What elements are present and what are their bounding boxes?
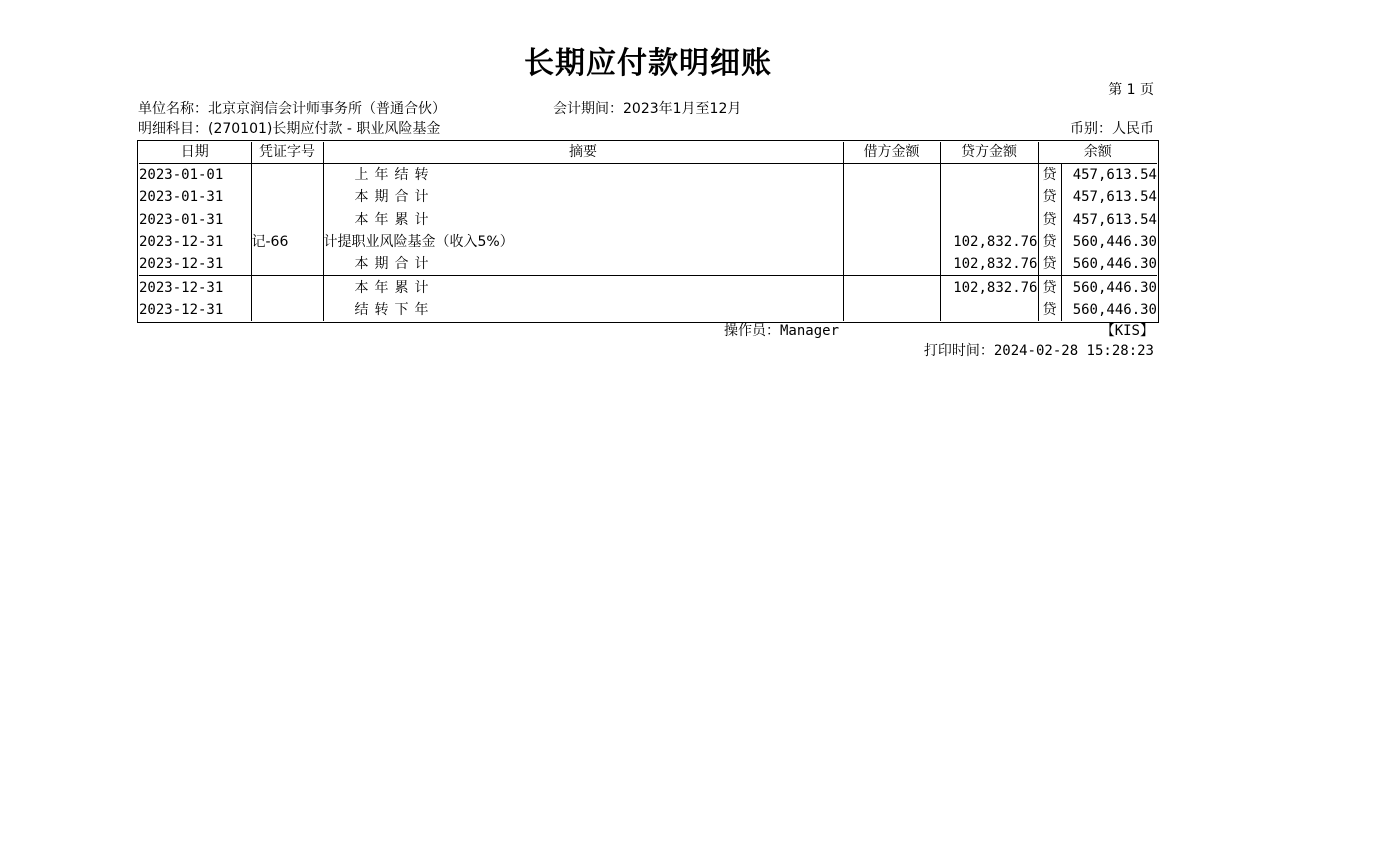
cell-direction: 贷 [1038,299,1061,321]
table-row [139,253,1157,276]
cell-summary: 计提职业风险基金（收入5%） [323,231,843,253]
cell-summary: 本年累计 [323,276,843,299]
cell-balance: 560,446.30 [1061,231,1157,253]
cell-date: 2023-01-31 [139,186,251,208]
unit-name: 单位名称：北京京润信会计师事务所（普通合伙） [138,101,446,117]
cell-summary: 本期合计 [323,186,843,208]
print-time: 打印时间：2024-02-28 15:28:23 [923,343,1154,359]
page-number: 第 1 页 [1108,82,1154,98]
table-row [139,164,1157,187]
cell-date: 2023-12-31 [139,299,251,321]
table-row [139,276,1157,299]
cell-balance: 457,613.54 [1061,186,1157,208]
cell-date: 2023-12-31 [139,253,251,276]
table-row [139,209,1157,231]
cell-summary: 本期合计 [323,253,843,276]
ledger-body [139,164,1157,322]
header-credit: 贷方金额 [940,142,1038,164]
cell-summary: 上年结转 [323,164,843,187]
cell-balance: 457,613.54 [1061,164,1157,187]
cell-voucher [251,186,323,208]
cell-voucher [251,164,323,187]
system-tag: 【KIS】 [1100,323,1154,339]
cell-direction: 贷 [1038,276,1061,299]
cell-summary: 本年累计 [323,209,843,231]
cell-direction: 贷 [1038,209,1061,231]
cell-summary: 结转下年 [323,299,843,321]
cell-debit [843,209,940,231]
cell-debit [843,186,940,208]
cell-balance: 560,446.30 [1061,299,1157,321]
cell-debit [843,231,940,253]
cell-credit [940,164,1038,187]
cell-credit [940,299,1038,321]
table-row [139,299,1157,321]
accounting-period: 会计期间：2023年1月至12月 [553,101,742,117]
cell-balance: 560,446.30 [1061,253,1157,276]
cell-voucher: 记-66 [251,231,323,253]
cell-debit [843,253,940,276]
cell-direction: 贷 [1038,231,1061,253]
detail-account: 明细科目：(270101)长期应付款 - 职业风险基金 [138,121,441,137]
header-balance: 余额 [1038,142,1157,164]
cell-voucher [251,253,323,276]
cell-date: 2023-01-31 [139,209,251,231]
cell-date: 2023-12-31 [139,276,251,299]
table-row [139,186,1157,208]
cell-voucher [251,209,323,231]
cell-balance: 457,613.54 [1061,209,1157,231]
cell-debit [843,164,940,187]
cell-debit [843,299,940,321]
report-title: 长期应付款明细账 [524,46,772,81]
header-date: 日期 [139,142,251,164]
cell-credit [940,209,1038,231]
cell-voucher [251,276,323,299]
cell-date: 2023-01-01 [139,164,251,187]
ledger-table [139,142,1157,321]
cell-balance: 560,446.30 [1061,276,1157,299]
header-summary: 摘要 [323,142,843,164]
header-voucher: 凭证字号 [251,142,323,164]
cell-credit: 102,832.76 [940,231,1038,253]
cell-debit [843,276,940,299]
ledger-table-frame [137,140,1159,323]
cell-voucher [251,299,323,321]
cell-credit [940,186,1038,208]
table-row [139,231,1157,253]
cell-credit: 102,832.76 [940,276,1038,299]
cell-direction: 贷 [1038,164,1061,187]
cell-direction: 贷 [1038,186,1061,208]
operator: 操作员：Manager [724,323,840,339]
cell-direction: 贷 [1038,253,1061,276]
header-debit: 借方金额 [843,142,940,164]
cell-credit: 102,832.76 [940,253,1038,276]
cell-date: 2023-12-31 [139,231,251,253]
currency: 币别：人民币 [1070,121,1154,137]
table-header-row [139,142,1157,164]
